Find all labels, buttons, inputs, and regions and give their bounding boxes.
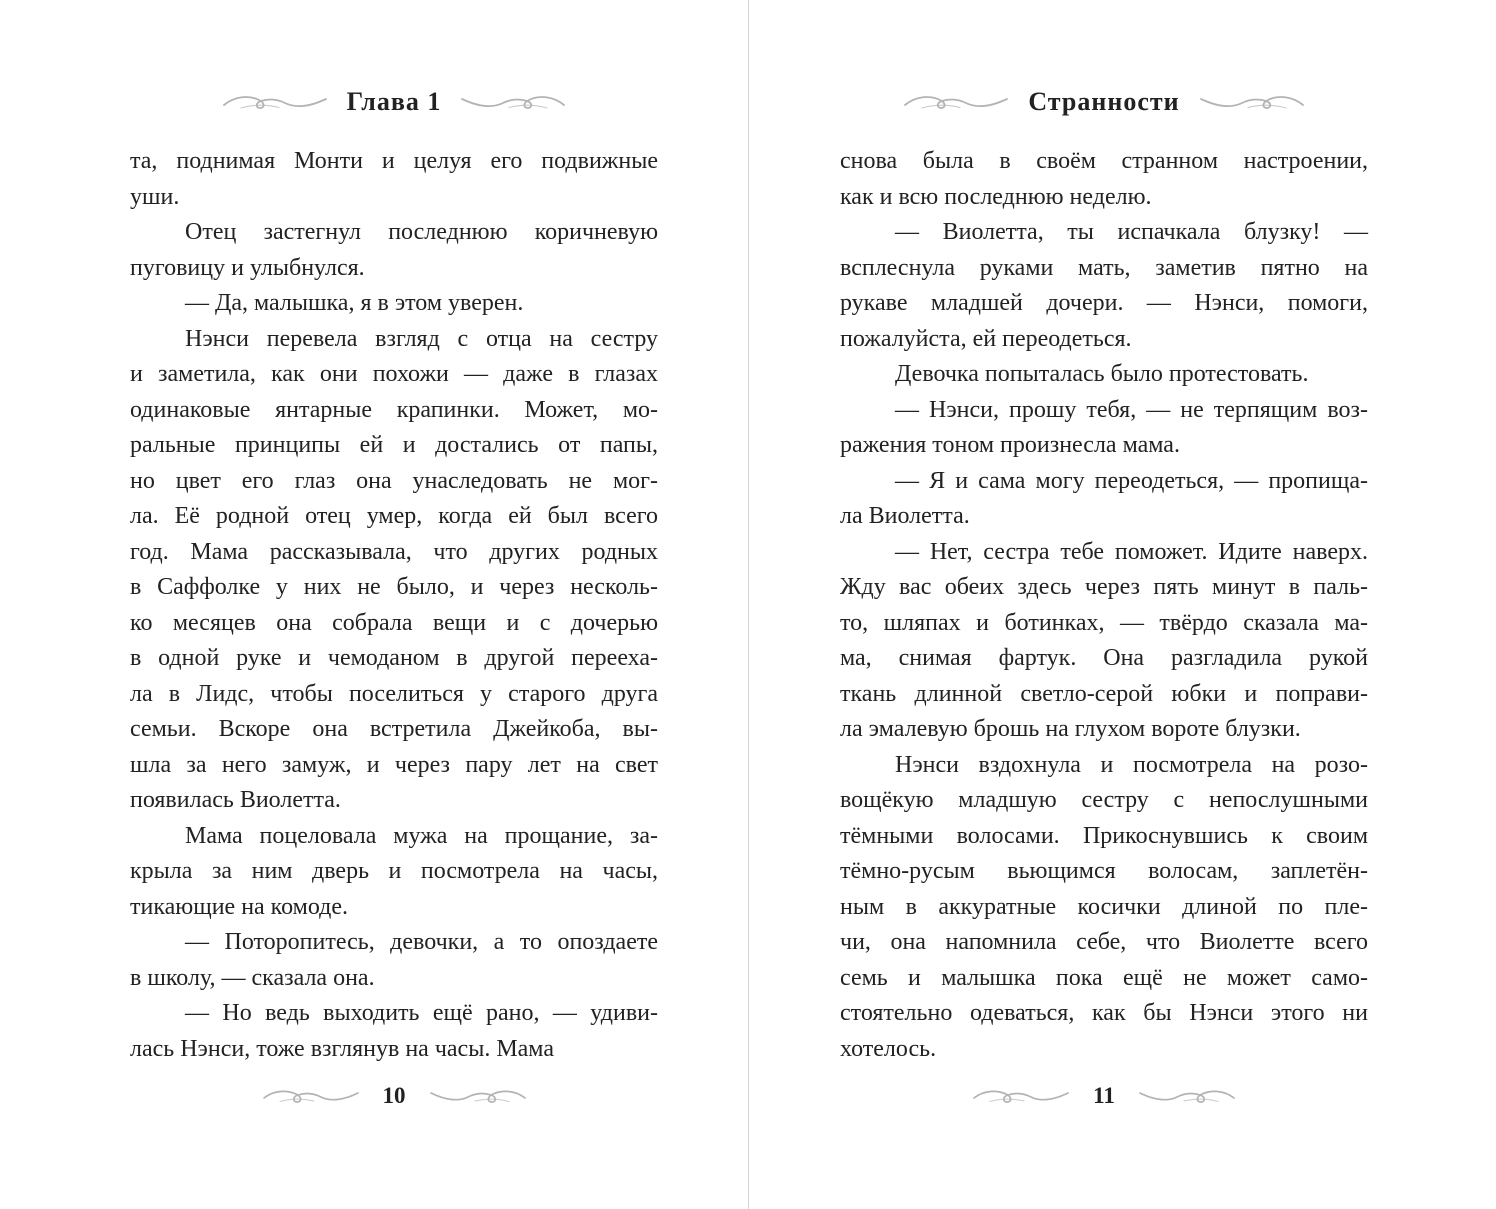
text-line: стоятельно одеваться, как бы Нэнси этого ни <box>840 1000 1368 1026</box>
header-flourish-left-icon <box>221 92 329 112</box>
footer-flourish-right-icon <box>1137 1087 1237 1105</box>
paragraph <box>130 286 658 322</box>
text-line: то, шляпах и ботинках, — твёрдо сказала ма- <box>840 609 1368 636</box>
text-line: ным в аккуратные косички длиной по пле- <box>840 893 1368 920</box>
text-line: ражения тоном произнесла мама. <box>840 432 1180 458</box>
paragraph <box>840 357 1368 393</box>
chapter-title: Глава 1 <box>346 87 442 116</box>
text-line: — Я и сама могу переодеться, — пропища- <box>895 467 1368 494</box>
header-flourish-right-icon <box>459 92 567 112</box>
text-line: тёмно-русым вьющимся волосам, заплетён- <box>840 858 1368 884</box>
footer-flourish-right-icon <box>428 1087 528 1105</box>
text-line: появилась Виолетта. <box>130 787 341 813</box>
text-line: рукаве младшей дочери. — Нэнси, помоги, <box>840 290 1368 316</box>
footer-flourish-left-icon <box>971 1087 1071 1105</box>
text-line: Нэнси перевела взгляд с отца на сестру <box>185 325 658 352</box>
page-footer-right <box>840 1083 1368 1109</box>
text-line: ральные принципы ей и достались от папы, <box>130 432 658 458</box>
text-column-right <box>840 144 1368 1067</box>
text-line: ткань длинной светло-серой юбки и поправи- <box>840 680 1368 707</box>
paragraph <box>840 393 1368 464</box>
header-flourish-left-icon <box>902 92 1010 112</box>
paragraph <box>840 464 1368 535</box>
page-right <box>748 0 1496 1209</box>
header-flourish-right-icon <box>1198 92 1306 112</box>
text-line: ла эмалевую брошь на глухом вороте блузки. <box>840 716 1301 742</box>
text-line: одинаковые янтарные крапинки. Может, мо- <box>130 396 658 423</box>
paragraph <box>840 748 1368 1068</box>
page-number-right: 11 <box>1093 1083 1115 1108</box>
paragraph <box>840 215 1368 357</box>
paragraph <box>130 819 658 926</box>
text-line: снова была в своём странном настроении, <box>840 148 1368 174</box>
text-line: хотелось. <box>840 1035 937 1062</box>
text-line: Жду вас обеих здесь через пять минут в паль- <box>840 574 1368 600</box>
text-line: чи, она напомнила себе, что Виолетте всего <box>840 929 1368 955</box>
text-line: уши. <box>130 183 180 210</box>
text-line: всплеснула руками мать, заметив пятно на <box>840 254 1368 281</box>
text-line: шла за него замуж, и через пару лет на свет <box>130 751 658 778</box>
text-line: тикающие на комоде. <box>130 893 349 920</box>
text-line: крыла за ним дверь и посмотрела на часы, <box>130 858 658 884</box>
page-number-left: 10 <box>382 1083 406 1108</box>
text-line: ла Виолетта. <box>840 503 970 529</box>
text-line: но цвет его глаз она унаследовать не мог- <box>130 467 658 494</box>
text-line: Девочка попыталась было протестовать. <box>895 361 1309 387</box>
paragraph <box>130 215 658 286</box>
text-line: вощёкую младшую сестру с непослушными <box>840 787 1368 813</box>
text-column-left <box>130 144 658 1067</box>
text-line: и заметила, как они похожи — даже в глазах <box>130 361 658 387</box>
chapter-header <box>130 86 658 118</box>
text-line: — Виолетта, ты испачкала блузку! — <box>895 219 1368 245</box>
paragraph <box>130 925 658 996</box>
text-line: год. Мама рассказывала, что других родных <box>130 538 658 565</box>
text-line: та, поднимая Монти и целуя его подвижные <box>130 148 658 174</box>
paragraph <box>840 535 1368 748</box>
text-line: пуговицу и улыбнулся. <box>130 254 365 281</box>
paragraph <box>130 144 658 215</box>
page-footer-left <box>130 1083 658 1109</box>
text-line: ма, снимая фартук. Она разгладила рукой <box>840 645 1368 671</box>
text-line: Нэнси вздохнула и посмотрела на розо- <box>895 751 1368 778</box>
text-line: — Да, малышка, я в этом уверен. <box>185 290 524 316</box>
text-line: Мама поцеловала мужа на прощание, за- <box>185 822 658 849</box>
text-line: Отец застегнул последнюю коричневую <box>185 219 658 245</box>
paragraph <box>840 144 1368 215</box>
text-line: в Саффолке у них не было, и через несколь- <box>130 574 658 600</box>
text-line: ко месяцев она собрала вещи и с дочерью <box>130 609 658 636</box>
text-line: в школу, — сказала она. <box>130 964 375 991</box>
text-line: ла. Её родной отец умер, когда ей был всего <box>130 503 658 529</box>
text-line: — Нет, сестра тебе поможет. Идите наверх. <box>895 538 1368 565</box>
page-gutter-divider <box>748 0 749 1209</box>
text-line: пожалуйста, ей переодеться. <box>840 325 1132 352</box>
text-line: лась Нэнси, тоже взглянув на часы. Мама <box>130 1035 554 1062</box>
paragraph <box>130 996 658 1067</box>
text-line: — Нэнси, прошу тебя, — не терпящим воз- <box>895 396 1368 423</box>
text-line: ла в Лидс, чтобы поселиться у старого друга <box>130 680 658 707</box>
chapter-header <box>840 86 1368 118</box>
footer-flourish-left-icon <box>261 1087 361 1105</box>
text-line: в одной руке и чемоданом в другой перееха- <box>130 645 658 671</box>
text-line: тёмными волосами. Прикоснувшись к своим <box>840 822 1368 849</box>
paragraph <box>130 322 658 819</box>
text-line: как и всю последнюю неделю. <box>840 183 1152 210</box>
text-line: семь и малышка пока ещё не может само- <box>840 964 1368 991</box>
chapter-title: Странности <box>1028 87 1180 116</box>
text-line: — Но ведь выходить ещё рано, — удиви- <box>185 1000 658 1026</box>
text-line: — Поторопитесь, девочки, а то опоздаете <box>185 929 658 955</box>
text-line: семьи. Вскоре она встретила Джейкоба, вы- <box>130 716 658 742</box>
